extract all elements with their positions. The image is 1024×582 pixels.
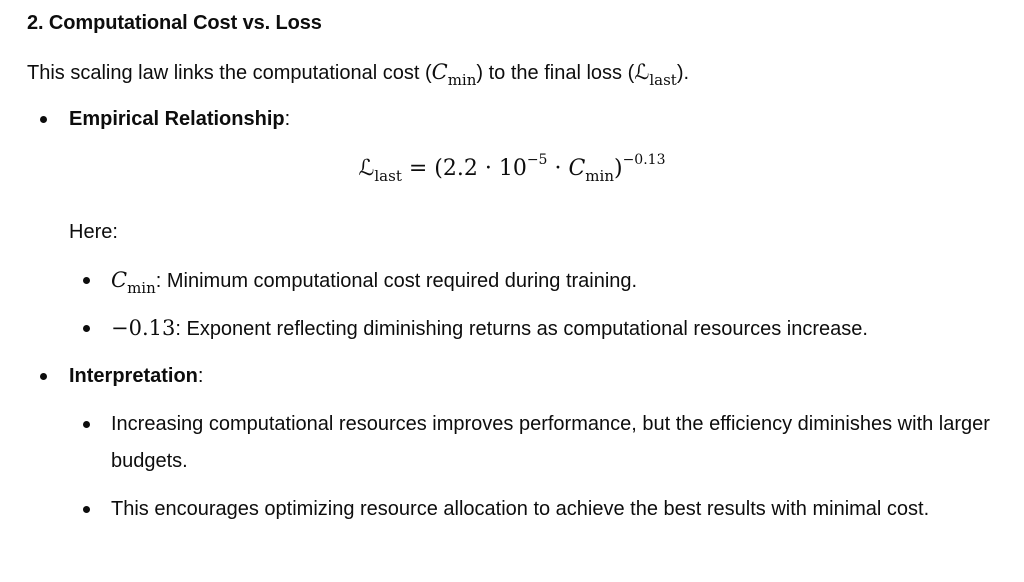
empirical-equation xyxy=(27,152,997,185)
bullet-interpretation-1 xyxy=(83,421,90,428)
equation-exp: −0.13 xyxy=(622,152,666,168)
list-item-cmin: $C_{min}$: Minimum computational cost required during training. xyxy=(111,268,638,297)
list-item-exponent: −0.13: Exponent reflecting diminishing returns as computational resources increase. xyxy=(111,316,868,340)
intro-text-after: ). xyxy=(676,62,690,84)
list-item-interpretation-2: This encourages optimizing resource allocation to achieve the best results with minimal cost. xyxy=(111,498,930,520)
equation-lhs: ℒ xyxy=(358,156,375,181)
equation-close: ) xyxy=(613,156,623,181)
bullet-interpretation xyxy=(40,373,47,380)
bullet-interpretation-2 xyxy=(83,506,90,513)
cost-symbol: $C_{min}$ xyxy=(431,60,477,89)
equation-open: (2.2 · 10 xyxy=(434,156,527,181)
equation-dot: · xyxy=(547,156,569,181)
equation-var: C xyxy=(568,156,586,181)
intro-text-mid: ) to the final loss ( xyxy=(476,62,635,84)
equation-lhs-sub: last xyxy=(374,167,402,185)
empirical-label: Empirical Relationship: xyxy=(69,108,291,130)
loss-symbol: ℒ$_{last}$ xyxy=(634,60,677,89)
equation-var-sub: min xyxy=(585,167,614,185)
bullet-exponent xyxy=(83,325,90,332)
section-heading: 2. Computational Cost vs. Loss xyxy=(27,12,322,34)
bullet-empirical xyxy=(40,116,47,123)
equation-equals: = xyxy=(408,156,428,181)
intro-text-before: This scaling law links the computational cost ( xyxy=(27,62,432,84)
here-label: Here: xyxy=(69,221,118,243)
bullet-cmin xyxy=(83,277,90,284)
equation-exp-small: −5 xyxy=(526,152,548,168)
interpretation-label: Interpretation: xyxy=(69,365,204,387)
list-item-interpretation-1: Increasing computational resources improves performance, but the efficiency diminishes with larger budgets. xyxy=(111,413,990,472)
intro-paragraph xyxy=(27,58,689,88)
